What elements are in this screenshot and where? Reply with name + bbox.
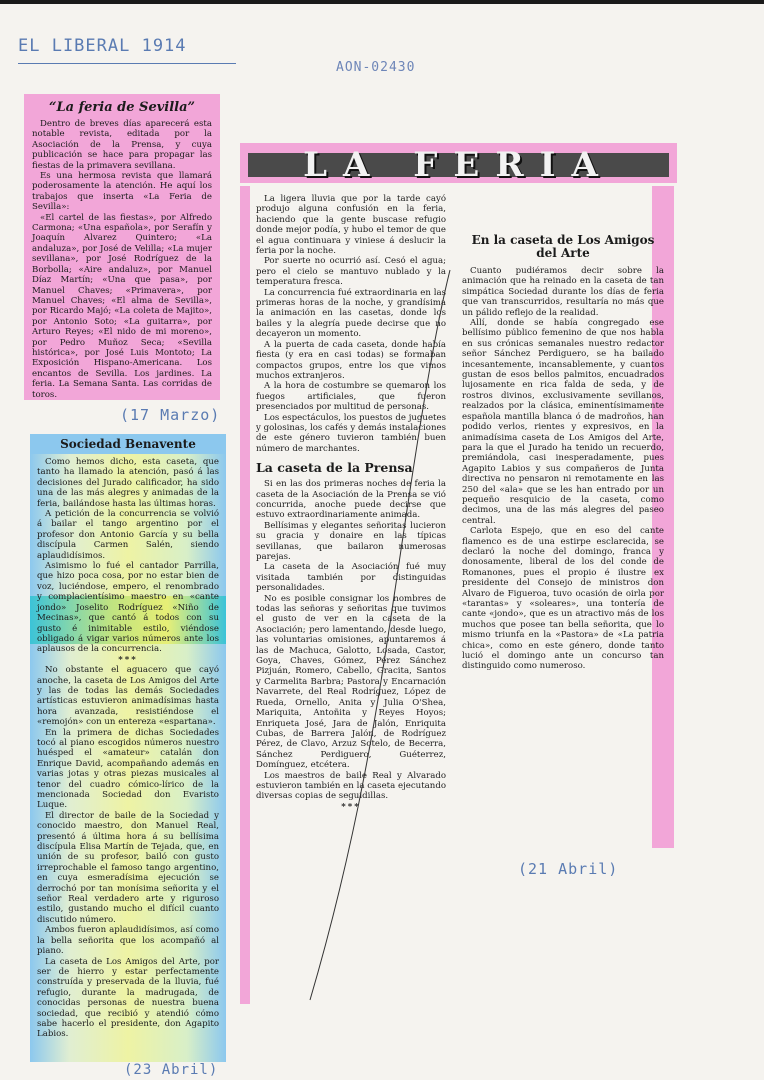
clipping-la-feria-de-sevilla <box>24 94 220 400</box>
clipping-paragraph: Cuanto pudiéramos decir sobre la animación que ha reinado en la caseta de tan simpática Sociedad durante los días de feria que van transcurridos, resultaría no más que un pálido reflejo de la realidad. <box>462 266 664 318</box>
clipping-paragraph: Asimismo lo fué el cantador Parrilla, que hizo poca cosa, por no estar bien de voz, luciéndose, empero, el renombrado y complacientísimo maestro en «cante jondo» Joselito Rodríguez «Niño de Mecinas», que cantó á todos con su gusto é inimitable estilo, viéndose obligado á vigar varios números ante los aplausos de la concurrencia. <box>37 561 219 655</box>
clipping-paragraph: Si en las dos primeras noches de feria la caseta de la Asociación de la Prensa se vió concurrida, anoche puede decirse que estuvo extraordinariamente animada. <box>256 479 446 521</box>
accession-number: AON-02430 <box>336 60 416 75</box>
section-separator: *** <box>118 654 138 665</box>
headline-banner <box>240 143 677 183</box>
clipping-paragraph: Allí, donde se había congregado ese bellísimo público femenino de que nos habla en sus crónicas semanales nuestro redactor señor Sánchez Perdiguero, se ha bailado incesantemente, incansablemente, y cuantos gustan de esos bellos palmitos, encuadrados lujosamente en rica falda de seda, y de rostros divinos, exclusivamente sevillanos, realzados por la clásica, eminentísimamente española mantilla blanca ó de madroños, han podido verlos, rientes y expresivos, en la animadísima caseta de Los Amigos del Arte, para la que el Jurado ha tenido un recuerdo, premiándola, casi inesperadamente, pues Agapito Labios y sus compañeros de Junta directiva no pensaron ni remotamente en las 250 del «ala» que se les han entrado por un pequeño resquicio de la caseta, como decimos, una de las más alegres del paseo central. <box>462 318 664 526</box>
clipping-amigos-del-arte <box>454 230 672 848</box>
clipping-paragraph: Los espectáculos, los puestos de juguetes y golosinas, los cafés y demás instalaciones de este género tuvieron también buen número de marchantes. <box>256 412 446 454</box>
clipping-paragraph: Como hemos dicho, esta caseta, que tanto ha llamado la atención, pasó á las decisiones del Jurado calificador, ha sido una de las más alegres y animadas de la feria, bailándose hasta las últimas horas. <box>37 457 219 509</box>
header-underline <box>18 63 236 64</box>
clipping-paragraph: En la primera de dichas Sociedades tocó al piano escogidos números nuestro huésped el «amateur» catalán don Enrique David, acompañando además en varias jotas y otras piezas musicales al tenor del cuadro cómico-lírico de la mencionada Sociedad don Evaristo Luque. <box>37 727 219 811</box>
clipping-title: Sociedad Benavente <box>30 434 226 454</box>
handwritten-date-2: (21 Abril) <box>518 860 619 878</box>
handwritten-date-3: (23 Abril) <box>124 1062 219 1078</box>
section-separator: *** <box>341 801 361 812</box>
clipping-paragraph: El director de baile de la Sociedad y conocido maestro, don Manuel Real, presentó á última hora á su bellísima discípula Elisa Martín de Tejada, que, en unión de su profesor, bailó con gusto irreprochable el famoso tango argentino, en cuya esmeradísima ejecución se derrochó por tan monísima señorita y el señor Real verdadero arte y riguroso estilo, gustando mucho el difícil cuanto discutido número. <box>37 810 219 925</box>
clipping-paragraph: Bellísimas y elegantes señoritas lucieron su gracia y donaire en las típicas sevillanas, que bailaron numerosas parejas. <box>256 520 446 562</box>
clipping-paragraph: A la hora de costumbre se quemaron los fuegos artificiales, que fueron presenciados por multitud de personas. <box>256 381 446 413</box>
clipping-paragraph: A petición de la concurrencia se volvió á bailar el tango argentino por el profesor don Antonio García y su bella discípula Carmen Salén, siendo aplaudidísimos. <box>37 509 219 561</box>
clipping-paragraph: Dentro de breves días aparecerá esta notable revista, editada por la Asociación de la Prensa, y cuya publicación se hace para propagar las fiestas de la primavera sevillana. <box>32 119 212 171</box>
clipping-paragraph: «El cartel de las fiestas», por Alfredo Carmona; «Una española», por Serafín y Joaquín Alvarez Quintero; «La andaluza», por José de Velilla; «La mujer sevillana», por José Rodríguez de la Borbolla; «Aire andaluz», por Manuel Díaz Martín; «Una que pasa», por Manuel Chaves; «Primavera», por Manuel Chaves; «El alma de Sevilla», por Ricardo Majó; «La coleta de Majito», por Antonio Soto; «La guitarra», por Arturo Reyes; «El nido de mi moreno», por Pedro Muñoz Seca; «Sevilla histórica», por José Luis Montoto; La Exposición Hispano-Americana. Los encantos de Sevilla. Los jardines. La feria. La Semana Santa. Las corridas de toros. <box>32 212 212 400</box>
clipping-paragraph: A la puerta de cada caseta, donde había fiesta (y era en casi todas) se formaban compactos grupos, entre los que vimos muchos extranjeros. <box>256 339 446 381</box>
clipping-paragraph: Por suerte no ocurrió así. Cesó el agua; pero el cielo se mantuvo nublado y la temperatura fresca. <box>256 256 446 288</box>
clipping-paragraph: La ligera lluvia que por la tarde cayó produjo alguna confusión en la feria, haciendo que la gente buscase refugio donde mejor podía, y hubo el temor de que el agua continuara y viniese á deslucir la feria por la noche. <box>256 194 446 257</box>
clipping-paragraph: Es una hermosa revista que llamará poderosamente la atención. He aquí los trabajos que inserta «La Feria de Sevilla»: <box>32 171 212 213</box>
clipping-title: “La feria de Sevilla” <box>49 100 195 115</box>
clipping-sociedad-benavente <box>30 434 226 1062</box>
clipping-paragraph: Los maestros de baile Real y Alvarado estuvieron también en la caseta ejecutando diversas copias de seguidillas. <box>256 770 446 802</box>
handwritten-header: EL LIBERAL 1914 <box>18 36 187 56</box>
clipping-subtitle: La caseta de la Prensa <box>256 460 413 476</box>
headline-title: LA FERIA <box>303 145 614 185</box>
handwritten-date-1: (17 Marzo) <box>120 406 221 424</box>
clipping-paragraph: Carlota Espejo, que en eso del cante flamenco es de una estirpe esclarecida, se declaró la noche del domingo, franca y donosamente, liberal de los del conde de Romanones, pues el propio é ilustre ex presidente del Consejo de ministros don Alvaro de Figueroa, tuvo ocasión de oirla por «tarantas» y «soleares», una tontería de cante «jondo», que es un atractivo más de los muchos que posee tan bella señorita, que lo mismo triunfa en la «Pastora» de «La patria chica», como en este género, donde tanto lució el domingo ante un concurso tan distinguido como numeroso. <box>462 526 664 672</box>
clipping-title: En la caseta de Los Amigos del Arte <box>471 233 655 260</box>
clipping-paragraph: No es posible consignar los nombres de todas las señoras y señoritas que tuvimos el gusto de ver en la caseta de la Asociación; pero lamentando, desde luego, las voluntarias omisiones, apuntaremos á las de Machuca, Galotto, Losada, Castor, Goya, Chaves, Gómez, Pérez Sánchez Pizjuán, Romero, Cabello, Gracita, Santos y Carmelita Barbra; Pastora y Encarnación Navarrete, del Real Rodríguez, López de Rueda, Ornello, Anita y Julia O'Shea, Mariquita, Antoñita y Reyes Hoyos; Enriqueta José, Jara de Jalón, Enriquita Cubas, de Barrera Jalón, de Rodríguez Pérez, de Clavo, Arzuz Sotelo, de Becerra, Sánchez Perdiguero, Guéterrez, Domínguez, etcétera. <box>256 593 446 771</box>
clipping-paragraph: Ambos fueron aplaudidísimos, así como la bella señorita que los acompañó al piano. <box>37 925 219 957</box>
clipping-paragraph: No obstante el aguacero que cayó anoche, la caseta de Los Amigos del Arte y las de todas las demás Sociedades artísticas estuvieron animadísimas hasta hora avanzada, resistiéndose el «remojón» con un entereza «espartana». <box>37 665 219 728</box>
clipping-paragraph: La caseta de Los Amigos del Arte, por ser de hierro y estar perfectamente construída y preservada de la lluvia, fué refugio, durante la madrugada, de conocidas personas de nuestra buena sociedad, que recibió y atendió cómo sabe hacerlo el presidente, don Agapito Labios. <box>37 956 219 1040</box>
clipping-la-feria <box>240 186 456 1004</box>
clipping-paragraph: La concurrencia fué extraordinaria en las primeras horas de la noche, y grandísima la animación en las casetas, donde los bailes y la alegría puede decirse que no decayeron un momento. <box>256 287 446 340</box>
clipping-paragraph: La caseta de la Asociación fué muy visitada también por distinguidas personalidades. <box>256 562 446 594</box>
scan-top-edge <box>0 0 764 4</box>
